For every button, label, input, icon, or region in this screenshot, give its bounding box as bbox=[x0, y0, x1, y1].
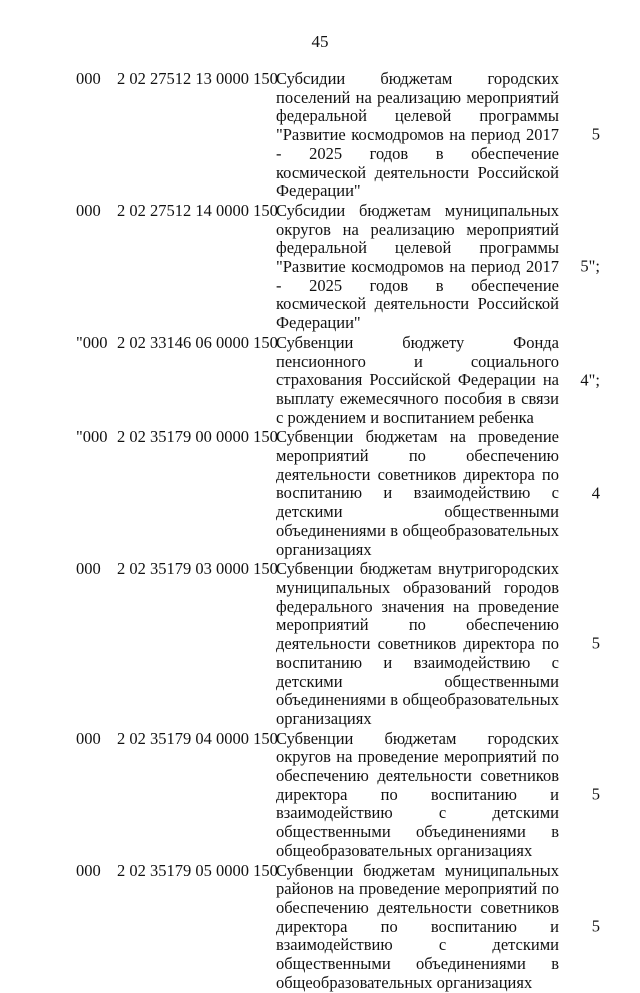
table-row bbox=[0, 862, 640, 993]
income-description: Субвенции бюджету Фонда пенсионного и социального страхования Российской Федерации на выплату ежемесячного пособия в связи с рождением и воспитанием ребенка bbox=[276, 332, 559, 427]
budget-classification-code: 2 02 27512 13 0000 150 bbox=[117, 69, 278, 88]
admin-code: 000 bbox=[76, 200, 101, 220]
table-row bbox=[0, 428, 640, 559]
row-value: 4"; bbox=[580, 370, 600, 390]
row-value: 4 bbox=[591, 483, 600, 503]
income-description: Субвенции бюджетам муниципальных районов на проведение мероприятий по обеспечению деятельности советников директора по воспитанию и взаимодействию с детскими общественными объединениями в общеобразовательных организациях bbox=[276, 860, 559, 992]
row-value: 5 bbox=[591, 916, 600, 936]
budget-classification-code: 2 02 33146 06 0000 150 bbox=[117, 332, 278, 352]
row-value: 5 bbox=[591, 125, 600, 145]
admin-code: 000 bbox=[76, 69, 101, 88]
budget-classification-code: 2 02 35179 03 0000 150 bbox=[117, 559, 278, 579]
income-description: Субвенции бюджетам на проведение мероприятий по обеспечению деятельности советников директора по воспитанию и взаимодействию с детскими общественными объединениями в общеобразовательных организациях bbox=[276, 427, 559, 559]
row-value: 5 bbox=[591, 634, 600, 654]
budget-classification-code: 2 02 27512 14 0000 150 bbox=[117, 200, 278, 220]
table-row bbox=[0, 202, 640, 333]
income-description: Субвенции бюджетам внутригородских муниципальных образований городов федерального значения на проведение мероприятий по обеспечению деятельности советников директора по воспитанию и взаимодействию с детскими общественными объединениями в общеобразовательных организациях bbox=[276, 559, 559, 728]
income-description: Субвенции бюджетам городских округов на проведение мероприятий по обеспечению деятельности советников директора по воспитанию и взаимодействию с детскими общественными объединениями в общеобразовательных организациях bbox=[276, 728, 559, 860]
budget-classification-code: 2 02 35179 00 0000 150 bbox=[117, 427, 278, 447]
admin-code: "000 bbox=[76, 427, 108, 447]
admin-code: 000 bbox=[76, 728, 101, 748]
page-number: 45 bbox=[311, 32, 329, 51]
income-description: Субсидии бюджетам городских поселений на реализацию мероприятий федеральной целевой программы "Развитие космодромов на период 2017 - 2025 годов в обеспечение космической деятельности Российской Федерации" bbox=[276, 69, 559, 201]
admin-code: 000 bbox=[76, 860, 101, 880]
admin-code: 000 bbox=[76, 559, 101, 579]
budget-code-table bbox=[0, 70, 640, 993]
row-value: 5"; bbox=[580, 257, 600, 277]
budget-classification-code: 2 02 35179 04 0000 150 bbox=[117, 728, 278, 748]
table-row bbox=[0, 334, 640, 428]
income-description: Субсидии бюджетам муниципальных округов на реализацию мероприятий федеральной целевой программы "Развитие космодромов на период 2017 - 2025 годов в обеспечение космической деятельности Российской Федерации" bbox=[276, 200, 559, 333]
admin-code: "000 bbox=[76, 332, 108, 352]
table-row bbox=[0, 730, 640, 861]
row-value: 5 bbox=[591, 784, 600, 804]
table-row bbox=[0, 70, 640, 201]
budget-classification-code: 2 02 35179 05 0000 150 bbox=[117, 860, 278, 880]
table-row bbox=[0, 560, 640, 728]
